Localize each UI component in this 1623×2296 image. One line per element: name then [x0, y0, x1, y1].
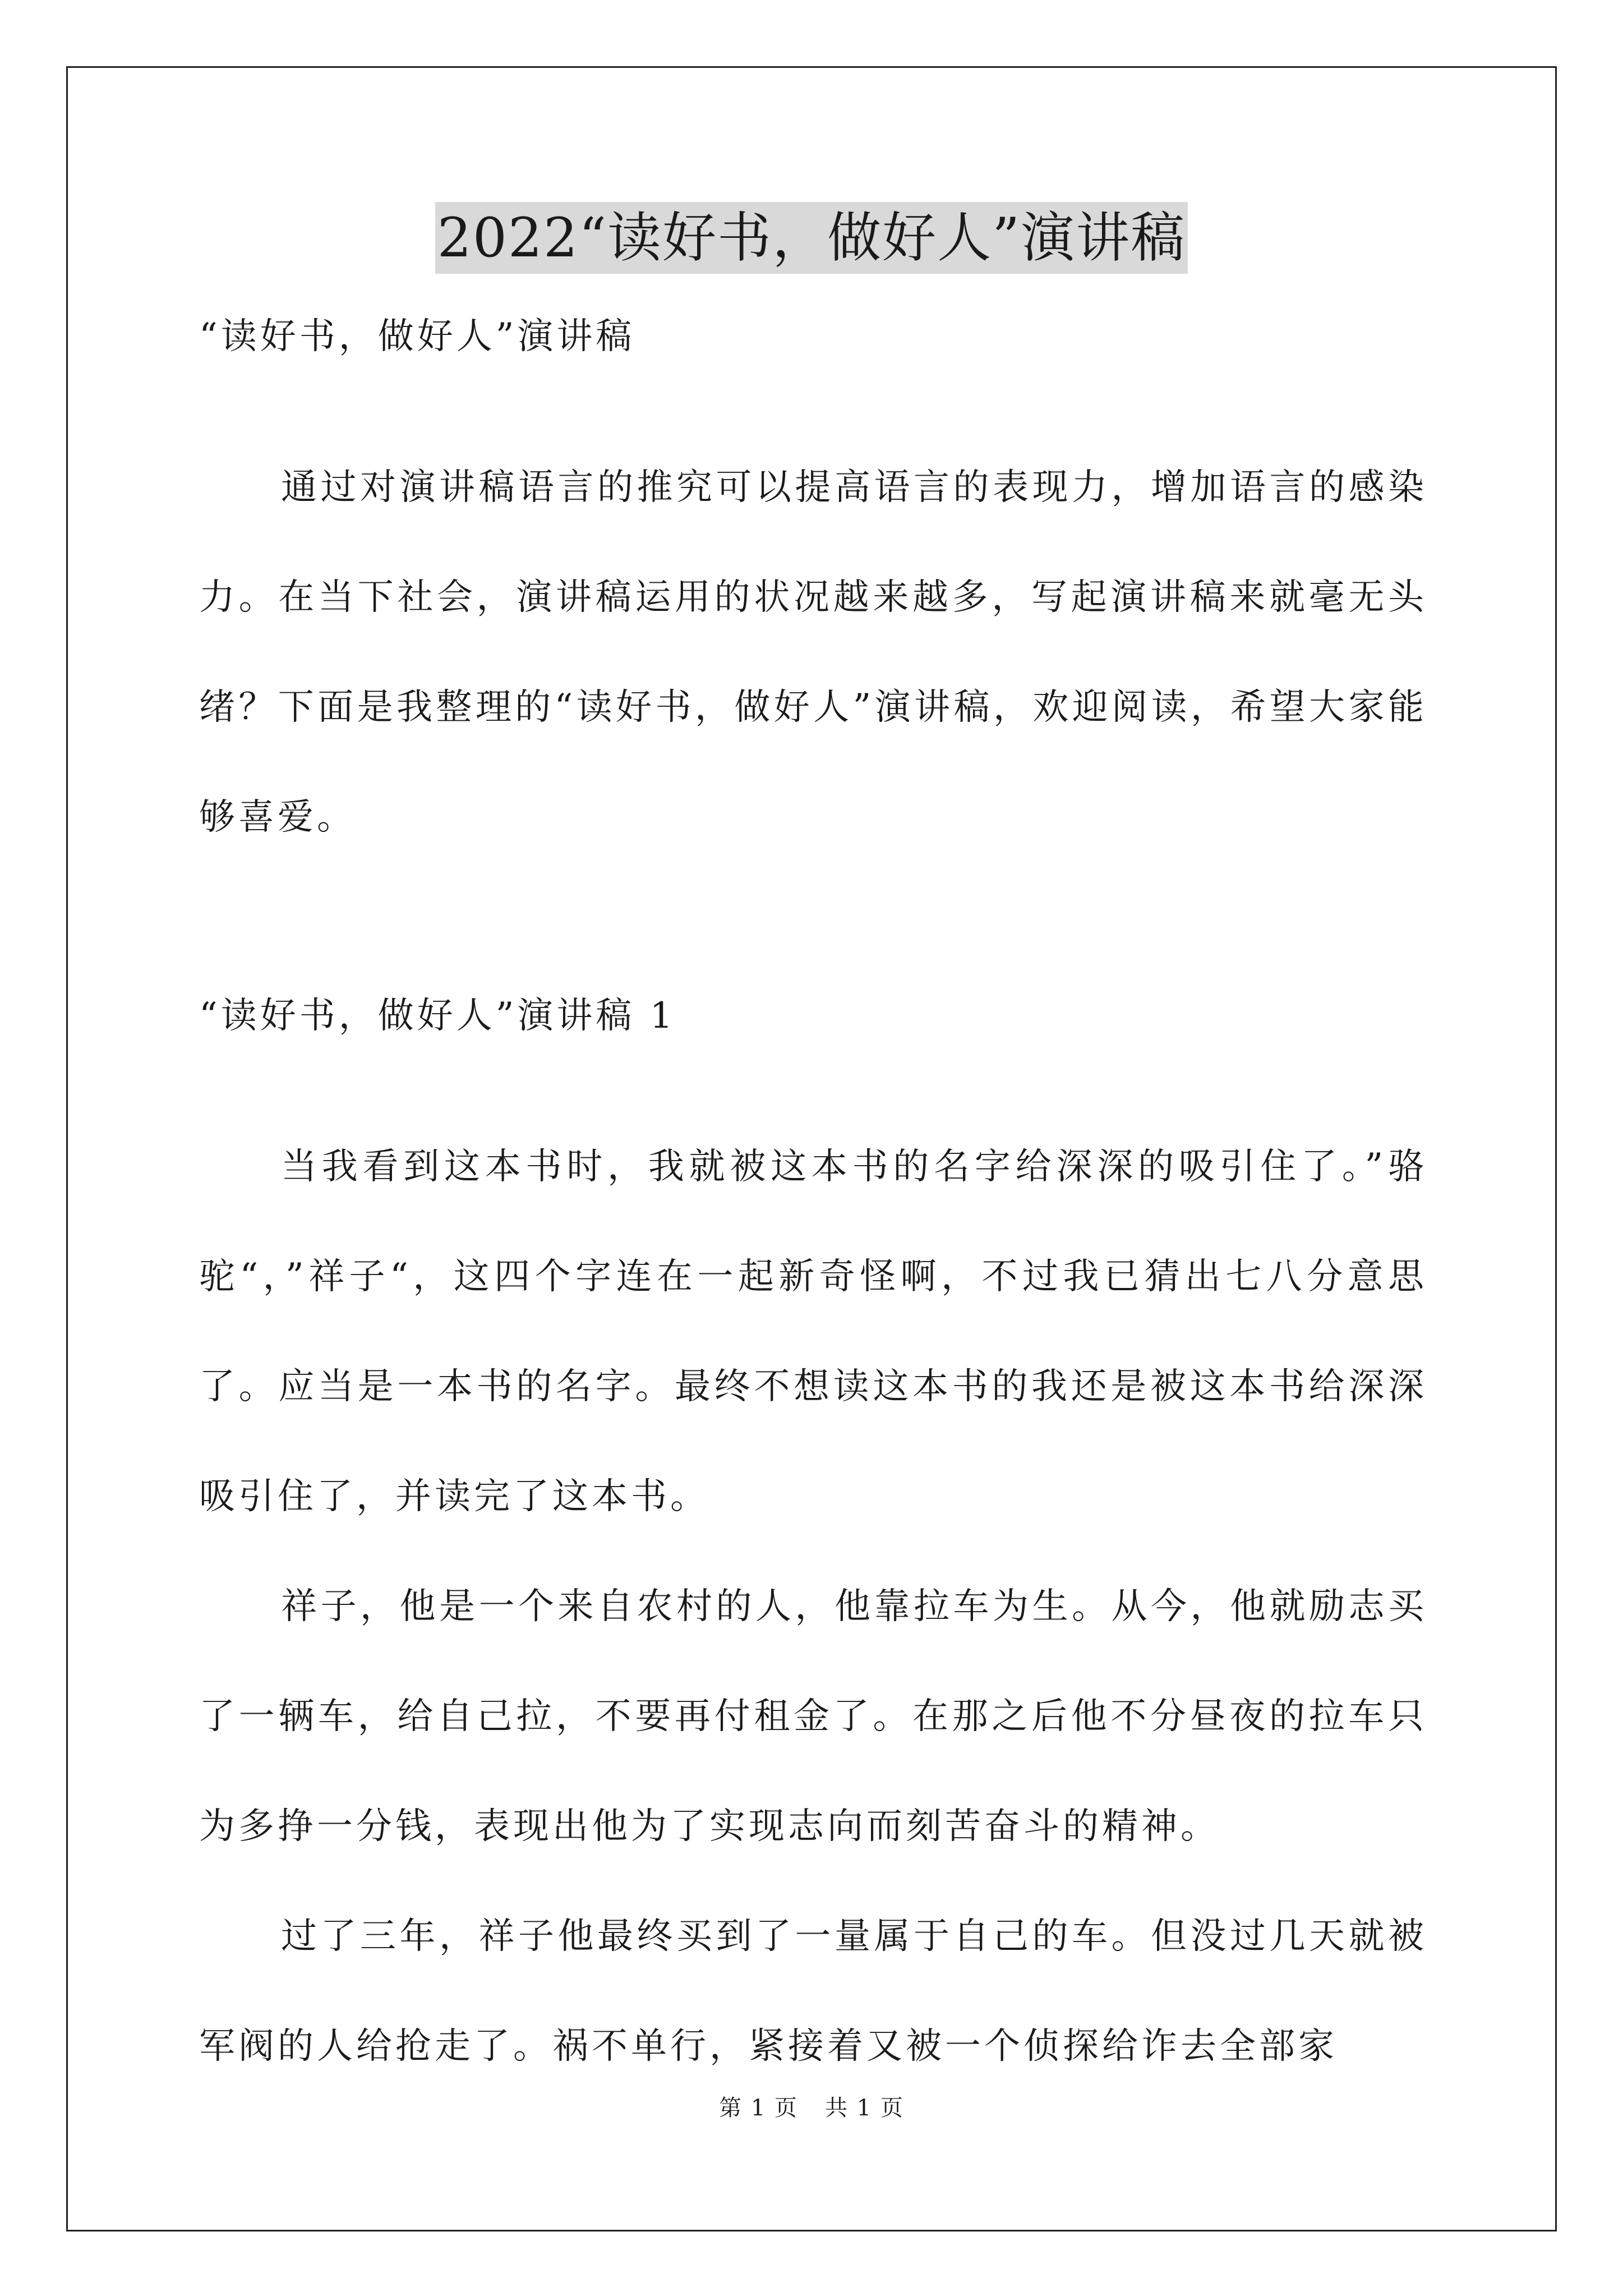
body-paragraph: 过了三年，祥子他最终买到了一量属于自己的车。但没过几天就被军阀的人给抢走了。祸不单行，紧接着又被一个侦探给诈去全部家 [199, 1916, 1427, 2067]
body-paragraph: 当我看到这本书时，我就被这本书的名字给深深的吸引住了。”骆驼“，”祥子“，这四个字连在一起新奇怪啊，不过我已猜出七八分意思了。应当是一本书的名字。最终不想读这本书的我还是被这本书给深深吸引住了，并读完了这本书。 [199, 1146, 1427, 1517]
section-heading: “读好书，做好人”演讲稿 1 [199, 995, 676, 1037]
intro-block [199, 432, 1427, 872]
document-subtitle: “读好书，做好人”演讲稿 [199, 316, 635, 357]
document-title: 2022“读好书，做好人”演讲稿 [435, 202, 1188, 274]
page-total: 共 1 页 [825, 2095, 904, 2121]
title-container [0, 202, 1623, 274]
subtitle-block [199, 311, 1427, 362]
body-block [199, 1112, 1427, 2101]
page-number: 第 1 页 [719, 2095, 798, 2121]
section-heading-block [199, 991, 1427, 1041]
body-paragraph: 祥子，他是一个来自农村的人，他靠拉车为生。从今，他就励志买了一辆车，给自己拉，不要再付租金了。在那之后他不分昼夜的拉车只为多挣一分钱，表现出他为了实现志向而刻苦奋斗的精神。 [199, 1586, 1427, 1847]
intro-paragraph: 通过对演讲稿语言的推究可以提高语言的表现力，增加语言的感染力。在当下社会，演讲稿运用的状况越来越多，写起演讲稿来就毫无头绪？下面是我整理的“读好书，做好人”演讲稿，欢迎阅读，希望大家能够喜爱。 [199, 467, 1427, 838]
page-footer [0, 2092, 1623, 2124]
